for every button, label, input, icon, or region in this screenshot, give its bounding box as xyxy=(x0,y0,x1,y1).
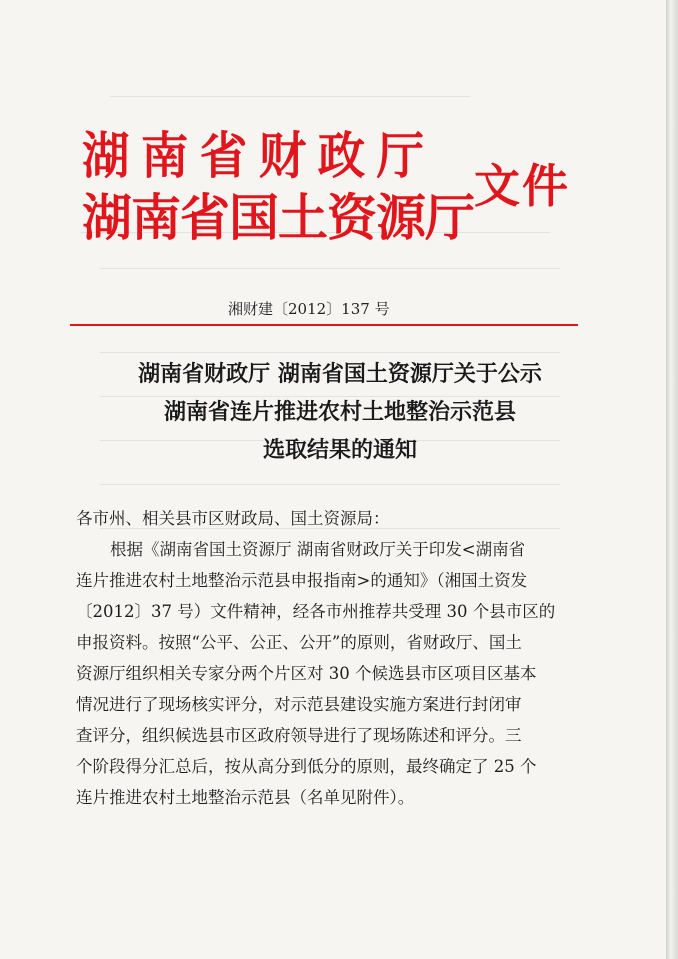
issuer-finance-dept: 湖南省财政厅 xyxy=(82,126,436,185)
body-line-3: 〔2012〕37 号）文件精神，经各市州推荐共受理 30 个县市区的 xyxy=(76,602,556,621)
document-label: 文件 xyxy=(474,159,570,213)
body-line-9: 连片推进农村土地整治示范县（名单见附件）。 xyxy=(76,788,415,807)
body-line-7: 查评分，组织候选县市区政府领导进行了现场陈述和评分。三 xyxy=(76,726,522,745)
title-line-2: 湖南省连片推进农村土地整治示范县 xyxy=(163,400,516,425)
body-line-2: 连片推进农村土地整治示范县申报指南>的通知》（湘国土资发 xyxy=(76,571,528,590)
document-title xyxy=(80,356,600,470)
issuer-land-resources-dept: 湖南省国土资源厅 xyxy=(82,188,474,247)
body-line-5: 资源厅组织相关专家分两个片区对 30 个候选县市区项目区基本 xyxy=(76,664,537,683)
red-separator-line xyxy=(70,324,578,326)
title-line-1: 湖南省财政厅 湖南省国土资源厅关于公示 xyxy=(138,362,542,387)
title-line-3: 选取结果的通知 xyxy=(262,438,417,463)
letterhead xyxy=(82,120,582,260)
body-line-6: 情况进行了现场核实评分，对示范县建设实施方案进行封闭审 xyxy=(76,695,522,714)
salutation: 各市州、相关县市区财政局、国土资源局： xyxy=(76,509,390,528)
body-line-1: 根据《湖南省国土资源厅 湖南省财政厅关于印发<湖南省 xyxy=(110,540,526,559)
page-edge xyxy=(666,0,678,959)
body-paragraph xyxy=(76,534,580,813)
body-line-4: 申报资料。按照“公平、公正、公开”的原则，省财政厅、国土 xyxy=(76,633,522,652)
document-number: 湘财建〔2012〕137 号 xyxy=(228,300,390,318)
body-line-8: 个阶段得分汇总后，按从高分到低分的原则，最终确定了 25 个 xyxy=(76,757,537,776)
